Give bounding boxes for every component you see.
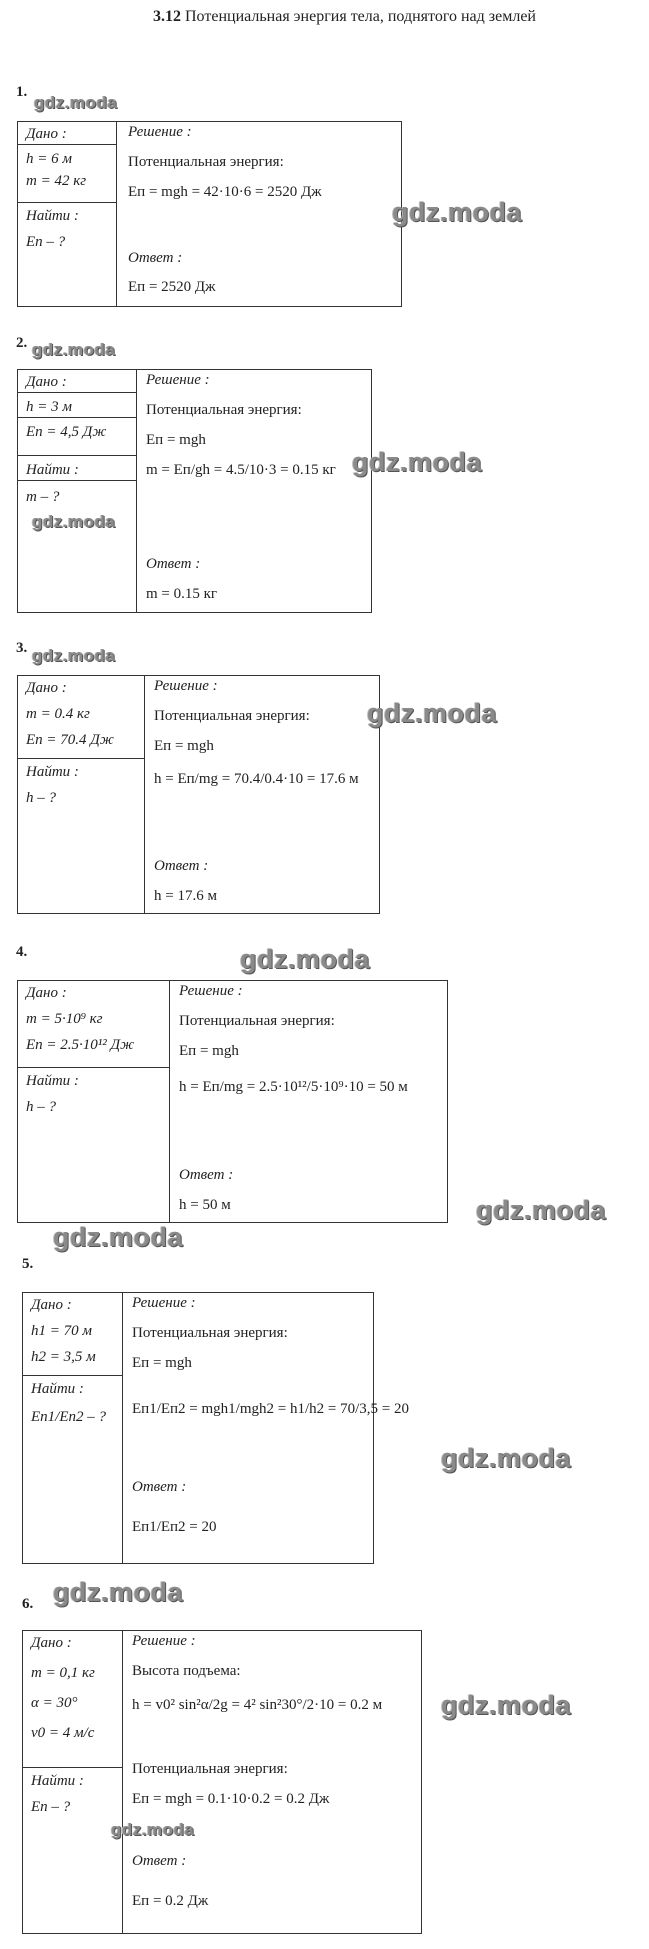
solution-calc: m = Eп/gh = 4.5/10·3 = 0.15 кг bbox=[146, 462, 336, 478]
solution-heading: Потенциальная энергия: bbox=[128, 154, 284, 170]
answer-label: Ответ : bbox=[179, 1167, 234, 1183]
given-column bbox=[23, 1631, 123, 1933]
solution-label: Решение : bbox=[179, 983, 243, 999]
solution-label: Решение : bbox=[128, 124, 192, 140]
answer-value: m = 0.15 кг bbox=[146, 586, 218, 602]
answer-label: Ответ : bbox=[154, 858, 209, 874]
find-label: Найти : bbox=[26, 208, 79, 224]
given-alpha: α = 30° bbox=[31, 1695, 78, 1711]
answer-value: Eп = 0.2 Дж bbox=[132, 1893, 209, 1909]
solution-calc: Eп1/Eп2 = mgh1/mgh2 = h1/h2 = 70/3,5 = 20 bbox=[132, 1401, 409, 1417]
solution-formula: Eп = mgh bbox=[146, 432, 206, 448]
page-title bbox=[153, 8, 536, 26]
given-label: Дано : bbox=[18, 122, 116, 145]
watermark: gdz.moda bbox=[240, 944, 370, 974]
solution-column bbox=[169, 981, 447, 1222]
problem-4-table bbox=[17, 980, 448, 1223]
solution-formula: Eп = mgh bbox=[132, 1355, 192, 1371]
find-label: Найти : bbox=[31, 1381, 84, 1397]
watermark: gdz.moda bbox=[32, 646, 116, 665]
solution-calc: h = Eп/mg = 2.5·10¹²/5·10⁹·10 = 50 м bbox=[179, 1079, 408, 1095]
solution-formula: Eп = mgh = 0.1·10·0.2 = 0.2 Дж bbox=[132, 1791, 330, 1807]
answer-value: h = 50 м bbox=[179, 1197, 231, 1213]
find-value: m – ? bbox=[26, 489, 60, 505]
solution-column bbox=[122, 1631, 421, 1933]
watermark: gdz.moda bbox=[111, 1820, 195, 1839]
given-column bbox=[18, 370, 137, 612]
answer-label: Ответ : bbox=[146, 556, 201, 572]
given-section bbox=[18, 370, 136, 456]
given-h: h = 3 м bbox=[18, 393, 136, 418]
given-column bbox=[18, 981, 170, 1222]
watermark: gdz.moda bbox=[441, 1690, 571, 1720]
given-column bbox=[18, 122, 117, 306]
watermark: gdz.moda bbox=[53, 1577, 183, 1607]
given-m: m = 0.4 кг bbox=[26, 706, 90, 722]
solution-heading: Потенциальная энергия: bbox=[132, 1325, 288, 1341]
solution-formula: Eп = mgh = 42·10·6 = 2520 Дж bbox=[128, 184, 322, 200]
find-label: Найти : bbox=[18, 458, 136, 481]
given-section bbox=[18, 676, 144, 759]
watermark: gdz.moda bbox=[392, 197, 522, 227]
solution-heading: Потенциальная энергия: bbox=[179, 1013, 335, 1029]
find-value: Eп – ? bbox=[31, 1799, 71, 1815]
answer-value: Eп1/Eп2 = 20 bbox=[132, 1519, 217, 1535]
find-label: Найти : bbox=[26, 1073, 79, 1089]
solution-heading: Потенциальная энергия: bbox=[146, 402, 302, 418]
answer-value: Eп = 2520 Дж bbox=[128, 279, 216, 295]
given-E: Eп = 4,5 Дж bbox=[26, 424, 107, 440]
answer-label: Ответ : bbox=[132, 1479, 187, 1495]
solution-heading-height: Высота подъема: bbox=[132, 1663, 241, 1679]
problem-6-number: 6. bbox=[22, 1596, 34, 1612]
watermark: gdz.moda bbox=[367, 698, 497, 728]
section-number: 3.12 bbox=[153, 8, 181, 25]
answer-label: Ответ : bbox=[132, 1853, 187, 1869]
solution-label: Решение : bbox=[154, 678, 218, 694]
watermark: gdz.moda bbox=[352, 447, 482, 477]
given-h2: h2 = 3,5 м bbox=[31, 1349, 96, 1365]
watermark: gdz.moda bbox=[32, 340, 116, 359]
problem-4-number: 4. bbox=[16, 944, 28, 960]
solution-heading-energy: Потенциальная энергия: bbox=[132, 1761, 288, 1777]
answer-value: h = 17.6 м bbox=[154, 888, 217, 904]
find-label: Найти : bbox=[26, 764, 79, 780]
find-value: h – ? bbox=[26, 790, 56, 806]
solution-heading: Потенциальная энергия: bbox=[154, 708, 310, 724]
given-label: Дано : bbox=[26, 985, 67, 1001]
solution-column bbox=[136, 370, 371, 612]
solution-label: Решение : bbox=[132, 1295, 196, 1311]
watermark: gdz.moda bbox=[476, 1195, 606, 1225]
answer-label: Ответ : bbox=[128, 250, 183, 266]
problem-3-number: 3. bbox=[16, 640, 28, 656]
solution-label: Решение : bbox=[146, 372, 210, 388]
solution-column bbox=[116, 122, 401, 306]
given-m: m = 0,1 кг bbox=[31, 1665, 95, 1681]
given-h1: h1 = 70 м bbox=[31, 1323, 92, 1339]
given-m: m = 42 кг bbox=[26, 173, 87, 189]
watermark: gdz.moda bbox=[34, 93, 118, 112]
given-column bbox=[18, 676, 145, 913]
solution-label: Решение : bbox=[132, 1633, 196, 1649]
problem-1-table bbox=[17, 121, 402, 307]
problem-2-number: 2. bbox=[16, 335, 28, 351]
given-section bbox=[18, 122, 116, 203]
watermark: gdz.moda bbox=[32, 512, 116, 531]
find-value: Eп1/Eп2 – ? bbox=[31, 1409, 106, 1425]
find-value: h – ? bbox=[26, 1099, 56, 1115]
given-section bbox=[23, 1631, 122, 1768]
problem-1-number: 1. bbox=[16, 84, 28, 100]
solution-formula: Eп = mgh bbox=[154, 738, 214, 754]
given-label: Дано : bbox=[26, 680, 67, 696]
watermark: gdz.moda bbox=[441, 1443, 571, 1473]
find-value: Eп – ? bbox=[26, 234, 66, 250]
given-label: Дано : bbox=[31, 1297, 72, 1313]
given-section bbox=[18, 981, 169, 1068]
problem-5-table bbox=[22, 1292, 409, 1564]
problem-2-table bbox=[17, 369, 372, 613]
problem-6-table bbox=[22, 1630, 422, 1934]
problem-3-table bbox=[17, 675, 380, 914]
section-title: Потенциальная энергия тела, поднятого над землей bbox=[185, 8, 536, 25]
solution-column bbox=[144, 676, 379, 913]
given-label: Дано : bbox=[18, 370, 136, 393]
given-E: Eп = 2.5·10¹² Дж bbox=[26, 1037, 135, 1053]
given-column bbox=[23, 1293, 123, 1563]
solution-calc: h = Eп/mg = 70.4/0.4·10 = 17.6 м bbox=[154, 771, 359, 787]
solution-column bbox=[122, 1293, 409, 1563]
solution-calc: h = v0² sin²α/2g = 4² sin²30°/2·10 = 0.2 м bbox=[132, 1697, 383, 1713]
given-h: h = 6 м bbox=[26, 151, 72, 167]
given-label: Дано : bbox=[31, 1635, 72, 1651]
solution-formula: Eп = mgh bbox=[179, 1043, 239, 1059]
problem-5-number: 5. bbox=[22, 1256, 34, 1272]
given-E: Eп = 70.4 Дж bbox=[26, 732, 114, 748]
given-v0: v0 = 4 м/с bbox=[31, 1725, 95, 1741]
given-m: m = 5·10⁹ кг bbox=[26, 1011, 103, 1027]
watermark: gdz.moda bbox=[53, 1222, 183, 1252]
given-section bbox=[23, 1293, 122, 1376]
find-label: Найти : bbox=[31, 1773, 84, 1789]
